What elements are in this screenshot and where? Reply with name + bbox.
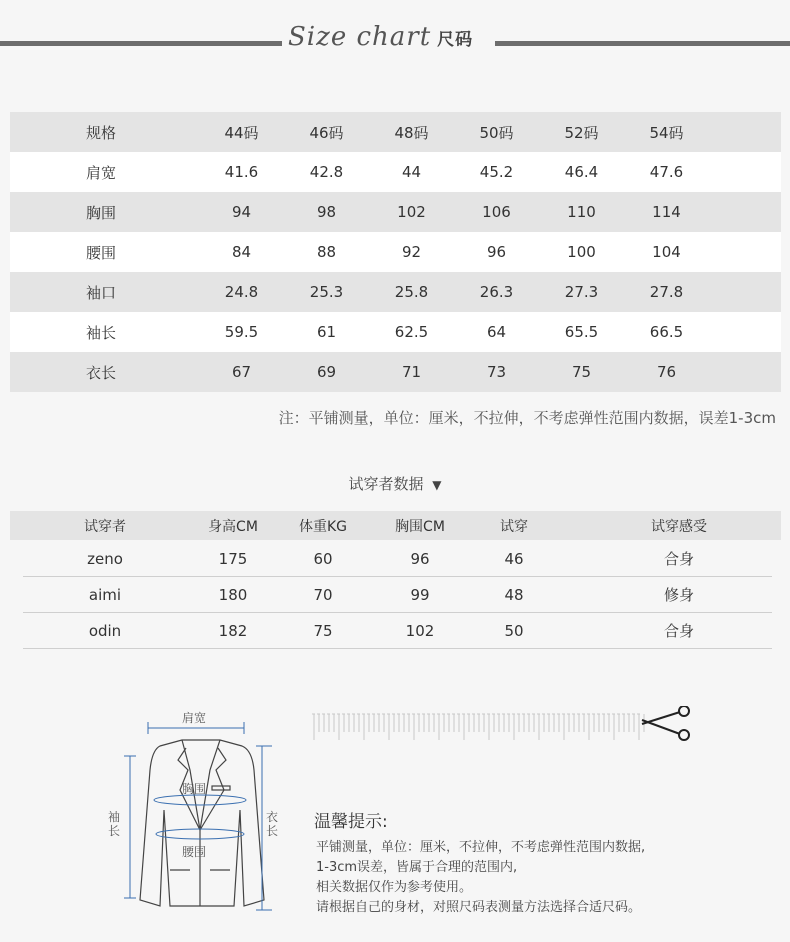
trial-cell: 合身	[663, 622, 694, 640]
size-cell: 75	[571, 363, 592, 381]
ruler-icon	[312, 706, 692, 746]
size-cell: 94	[231, 203, 252, 221]
size-row-label: 腰围	[86, 243, 117, 262]
size-cell: 54码	[649, 123, 684, 142]
trial-cell: 75	[313, 621, 333, 640]
size-cell: 98	[316, 203, 337, 221]
length-label: 衣长	[266, 810, 279, 838]
size-cell: 46.4	[564, 163, 599, 181]
trial-header-cell: 身高CM	[208, 518, 258, 535]
size-table-row	[10, 232, 781, 272]
size-cell: 25.8	[394, 283, 429, 301]
size-row-padding	[709, 232, 781, 272]
trial-row	[23, 541, 772, 577]
trial-header-cell: 试穿感受	[651, 518, 707, 535]
trial-cell: 175	[218, 549, 248, 568]
trial-cell: 50	[504, 621, 524, 640]
size-cell: 44	[401, 163, 422, 181]
size-cell: 52码	[564, 123, 599, 142]
size-cell: 65.5	[564, 323, 599, 341]
size-cell: 69	[316, 363, 337, 381]
size-row-label: 肩宽	[86, 163, 117, 182]
size-table-row	[10, 352, 781, 392]
size-table-row	[10, 192, 781, 232]
trial-row	[23, 577, 772, 613]
size-row-padding	[709, 352, 781, 392]
sleeve-label: 袖长	[108, 810, 121, 838]
size-chart-header	[0, 22, 790, 62]
size-cell: 48码	[394, 123, 429, 142]
tips-line: 平铺测量，单位：厘米，不拉伸，不考虑弹性范围内数据,	[316, 840, 646, 855]
trial-cell: 182	[218, 621, 248, 640]
size-cell: 96	[486, 243, 507, 261]
trial-cell: 46	[504, 549, 524, 568]
size-cell: 46码	[309, 123, 344, 142]
waist-label: 腰围	[182, 845, 207, 859]
size-cell: 88	[316, 243, 337, 261]
size-cell: 24.8	[224, 283, 259, 301]
tips-body	[316, 838, 645, 918]
size-row-label: 胸围	[86, 203, 117, 222]
size-cell: 45.2	[479, 163, 514, 181]
trial-cell: 96	[410, 549, 430, 568]
trial-cell: 60	[313, 549, 333, 568]
size-cell: 100	[567, 243, 596, 261]
size-row-padding	[709, 152, 781, 192]
trial-table-header	[10, 511, 781, 540]
trial-cell: 99	[410, 585, 430, 604]
trial-header-cell: 体重KG	[298, 518, 348, 535]
trial-header-cell: 胸围CM	[395, 518, 445, 535]
size-row-label: 袖长	[86, 323, 117, 342]
trial-cell: zeno	[87, 549, 123, 568]
header-divider-right	[495, 41, 790, 46]
shoulder-label: 肩宽	[182, 711, 207, 725]
size-cell: 44码	[224, 123, 259, 142]
size-row-padding	[709, 272, 781, 312]
size-cell: 66.5	[649, 323, 684, 341]
size-cell: 104	[652, 243, 681, 261]
size-cell: 59.5	[224, 323, 259, 341]
trial-cell: 102	[405, 621, 435, 640]
trial-cell: 48	[504, 585, 524, 604]
triangle-down-icon: ▼	[432, 478, 442, 492]
trial-cell: 70	[313, 585, 333, 604]
tips-line: 请根据自己的身材，对照尺码表测量方法选择合适尺码。	[316, 900, 642, 915]
size-cell: 25.3	[309, 283, 344, 301]
size-cell: 61	[316, 323, 337, 341]
size-cell: 42.8	[309, 163, 344, 181]
size-cell: 50码	[479, 123, 514, 142]
size-table-row	[10, 152, 781, 192]
size-row-padding	[709, 112, 781, 152]
trial-row	[23, 613, 772, 649]
trial-cell: odin	[88, 621, 122, 640]
size-cell: 76	[656, 363, 677, 381]
size-cell: 110	[567, 203, 596, 221]
size-row-label: 衣长	[86, 363, 117, 382]
trial-cell: aimi	[88, 585, 122, 604]
size-cell: 92	[401, 243, 422, 261]
scissors-icon	[642, 706, 689, 740]
size-cell: 73	[486, 363, 507, 381]
header-script-title: Size chart	[288, 22, 432, 52]
size-cell: 71	[401, 363, 422, 381]
size-table	[10, 112, 781, 392]
size-table-row	[10, 272, 781, 312]
size-table-row	[10, 112, 781, 152]
trial-section-title	[0, 473, 790, 494]
size-cell: 62.5	[394, 323, 429, 341]
size-row-padding	[709, 312, 781, 352]
size-cell: 114	[652, 203, 681, 221]
trial-header-cell: 试穿者	[84, 518, 126, 535]
size-cell: 27.8	[649, 283, 684, 301]
size-cell: 27.3	[564, 283, 599, 301]
size-cell: 102	[397, 203, 426, 221]
trial-cell: 合身	[663, 550, 694, 568]
size-table-row	[10, 312, 781, 352]
header-divider-left	[0, 41, 282, 46]
size-cell: 64	[486, 323, 507, 341]
tips-line: 1-3cm误差，皆属于合理的范围内,	[316, 860, 518, 875]
size-cell: 47.6	[649, 163, 684, 181]
trial-header-cell: 试穿	[500, 518, 528, 535]
size-cell: 67	[231, 363, 252, 381]
chest-label: 胸围	[182, 782, 207, 796]
measurement-note: 注：平铺测量，单位：厘米，不拉伸，不考虑弹性范围内数据，误差1-3cm	[278, 409, 776, 427]
size-row-padding	[709, 192, 781, 232]
size-cell: 106	[482, 203, 511, 221]
size-cell: 26.3	[479, 283, 514, 301]
trial-title-text: 试穿者数据	[348, 475, 424, 493]
tips-line: 相关数据仅作为参考使用。	[316, 880, 473, 895]
size-row-label: 规格	[86, 123, 117, 142]
size-row-label: 袖口	[86, 283, 117, 302]
size-cell: 84	[231, 243, 252, 261]
tips-title: 温馨提示:	[314, 812, 388, 832]
size-cell: 41.6	[224, 163, 259, 181]
trial-cell: 修身	[663, 586, 694, 604]
suit-measurement-diagram	[100, 700, 300, 920]
header-cn-title: 尺码	[437, 30, 474, 50]
trial-cell: 180	[218, 585, 248, 604]
header-title	[288, 22, 473, 52]
